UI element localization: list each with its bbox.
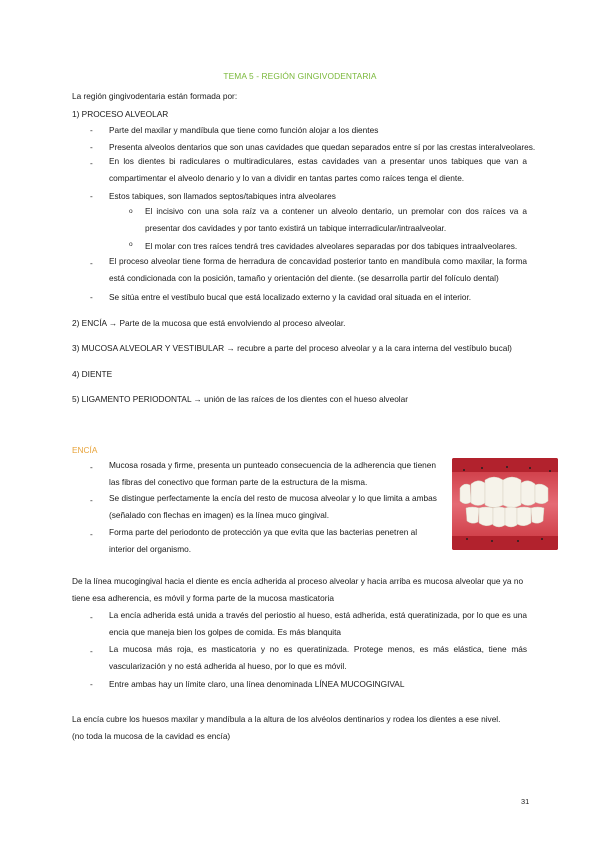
bullet-dash: - (90, 462, 93, 472)
list-item: Forma parte del periodonto de protección ya que evita que las bacterias penetren al interior del organismo. (109, 527, 418, 554)
bullet-dash: - (90, 612, 93, 622)
bullet-dash: - (90, 292, 93, 302)
bullet-dash: - (90, 158, 93, 168)
bullet-dash: - (90, 125, 93, 135)
section-1-heading: 1) PROCESO ALVEOLAR (72, 109, 169, 119)
closing-line-1: La encía cubre los huesos maxilar y mandíbula a la altura de los alvéolos dentinarios y rodea los dientes a ese nivel. (72, 714, 501, 724)
sub-list-item: El molar con tres raíces tendrá tres cavidades alveolares separadas por dos tabiques intraalveolares. (145, 241, 518, 251)
list-item: Parte del maxilar y mandíbula que tiene como función alojar a los dientes (109, 125, 379, 135)
sub-bullet-circle: o (129, 241, 133, 248)
page-number: 31 (521, 797, 530, 806)
intro-text: La región gingivodentaria están formada por: (72, 91, 238, 101)
bullet-dash: - (90, 191, 93, 201)
list-item: Mucosa rosada y firme, presenta un punteado consecuencia de la adherencia que tienen las fibras del conectivo que forman parte de la estructura de la misma. (109, 460, 437, 487)
mucogingival-paragraph: De la línea mucogingival hacia el diente es encía adherida al proceso alveolar y hacia arriba es mucosa alveolar que ya no tiene esa adherencia, es móvil y forma parte de la mucosa masticatoria (72, 576, 524, 603)
list-item: Estos tabiques, son llamados septos/tabiques intra alveolares (109, 191, 336, 201)
section-2-text: 2) ENCÍA → Parte de la mucosa que está envolviendo al proceso alveolar. (72, 318, 346, 328)
list-item: Se distingue perfectamente la encía del resto de mucosa alveolar y lo que limita a ambas (señalado con flechas en imagen) es la línea muco gingival. (109, 493, 437, 520)
sub-bullet-circle: o (129, 208, 133, 215)
bullet-dash: - (90, 258, 93, 268)
bullet-dash: - (90, 495, 93, 505)
list-item: La encía adherida está unida a través del periostio al hueso, está adherida, está queratinizada, por lo que es una encia que maneja bien los golpes de comida. Es más blanquita (109, 610, 527, 637)
list-item: El proceso alveolar tiene forma de herradura de concavidad posterior tanto en mandíbula como maxilar, la forma está condicionada con la posición, tamaño y orientación del diente. (se desarrolla partir del folículo dental) (109, 256, 527, 283)
section-3-text: 3) MUCOSA ALVEOLAR Y VESTIBULAR → recubre a parte del proceso alveolar y a la cara interna del vestíbulo bucal) (72, 343, 512, 353)
list-item: Entre ambas hay un límite claro, una línea denominada LÍNEA MUCOGINGIVAL (109, 679, 405, 689)
list-item: Se sitúa entre el vestíbulo bucal que está localizado externo y la cavidad oral situada en el interior. (109, 292, 472, 302)
list-item: En los dientes bi radiculares o multiradiculares, estas cavidades van a presentar unos tabiques que van a compartimentar el alveolo denario y lo van a dividir en tantas partes como raíces tenga el diente. (109, 156, 527, 183)
encia-heading: ENCÍA (72, 445, 98, 455)
list-item: Presenta alveolos dentarios que son unas cavidades que quedan separados entre sí por las crestas interalveolares. (109, 142, 536, 152)
section-5-text: 5) LIGAMENTO PERIODONTAL → unión de las raíces de los dientes con el hueso alveolar (72, 394, 409, 404)
bullet-dash: - (90, 142, 93, 152)
bullet-dash: - (90, 529, 93, 539)
teeth-illustration (452, 458, 558, 550)
section-4-text: 4) DIENTE (72, 369, 113, 379)
closing-line-2: (no toda la mucosa de la cavidad es encía) (72, 731, 231, 741)
bullet-dash: - (90, 679, 93, 689)
bullet-dash: - (90, 646, 93, 656)
sub-list-item: El incisivo con una sola raíz va a contener un alveolo dentario, un premolar con dos raíces va a presentar dos cavidades y por tanto existirá un tabique interradicular/intraalveolar. (145, 206, 527, 233)
gingiva-photo (452, 458, 558, 550)
page-title: TEMA 5 - REGIÓN GINGIVODENTARIA (223, 71, 377, 81)
list-item: La mucosa más roja, es masticatoria y no es queratinizada. Protege menos, es más elástica, tiene más vascularización y no está adherida al hueso, por lo que es móvil. (109, 644, 527, 671)
